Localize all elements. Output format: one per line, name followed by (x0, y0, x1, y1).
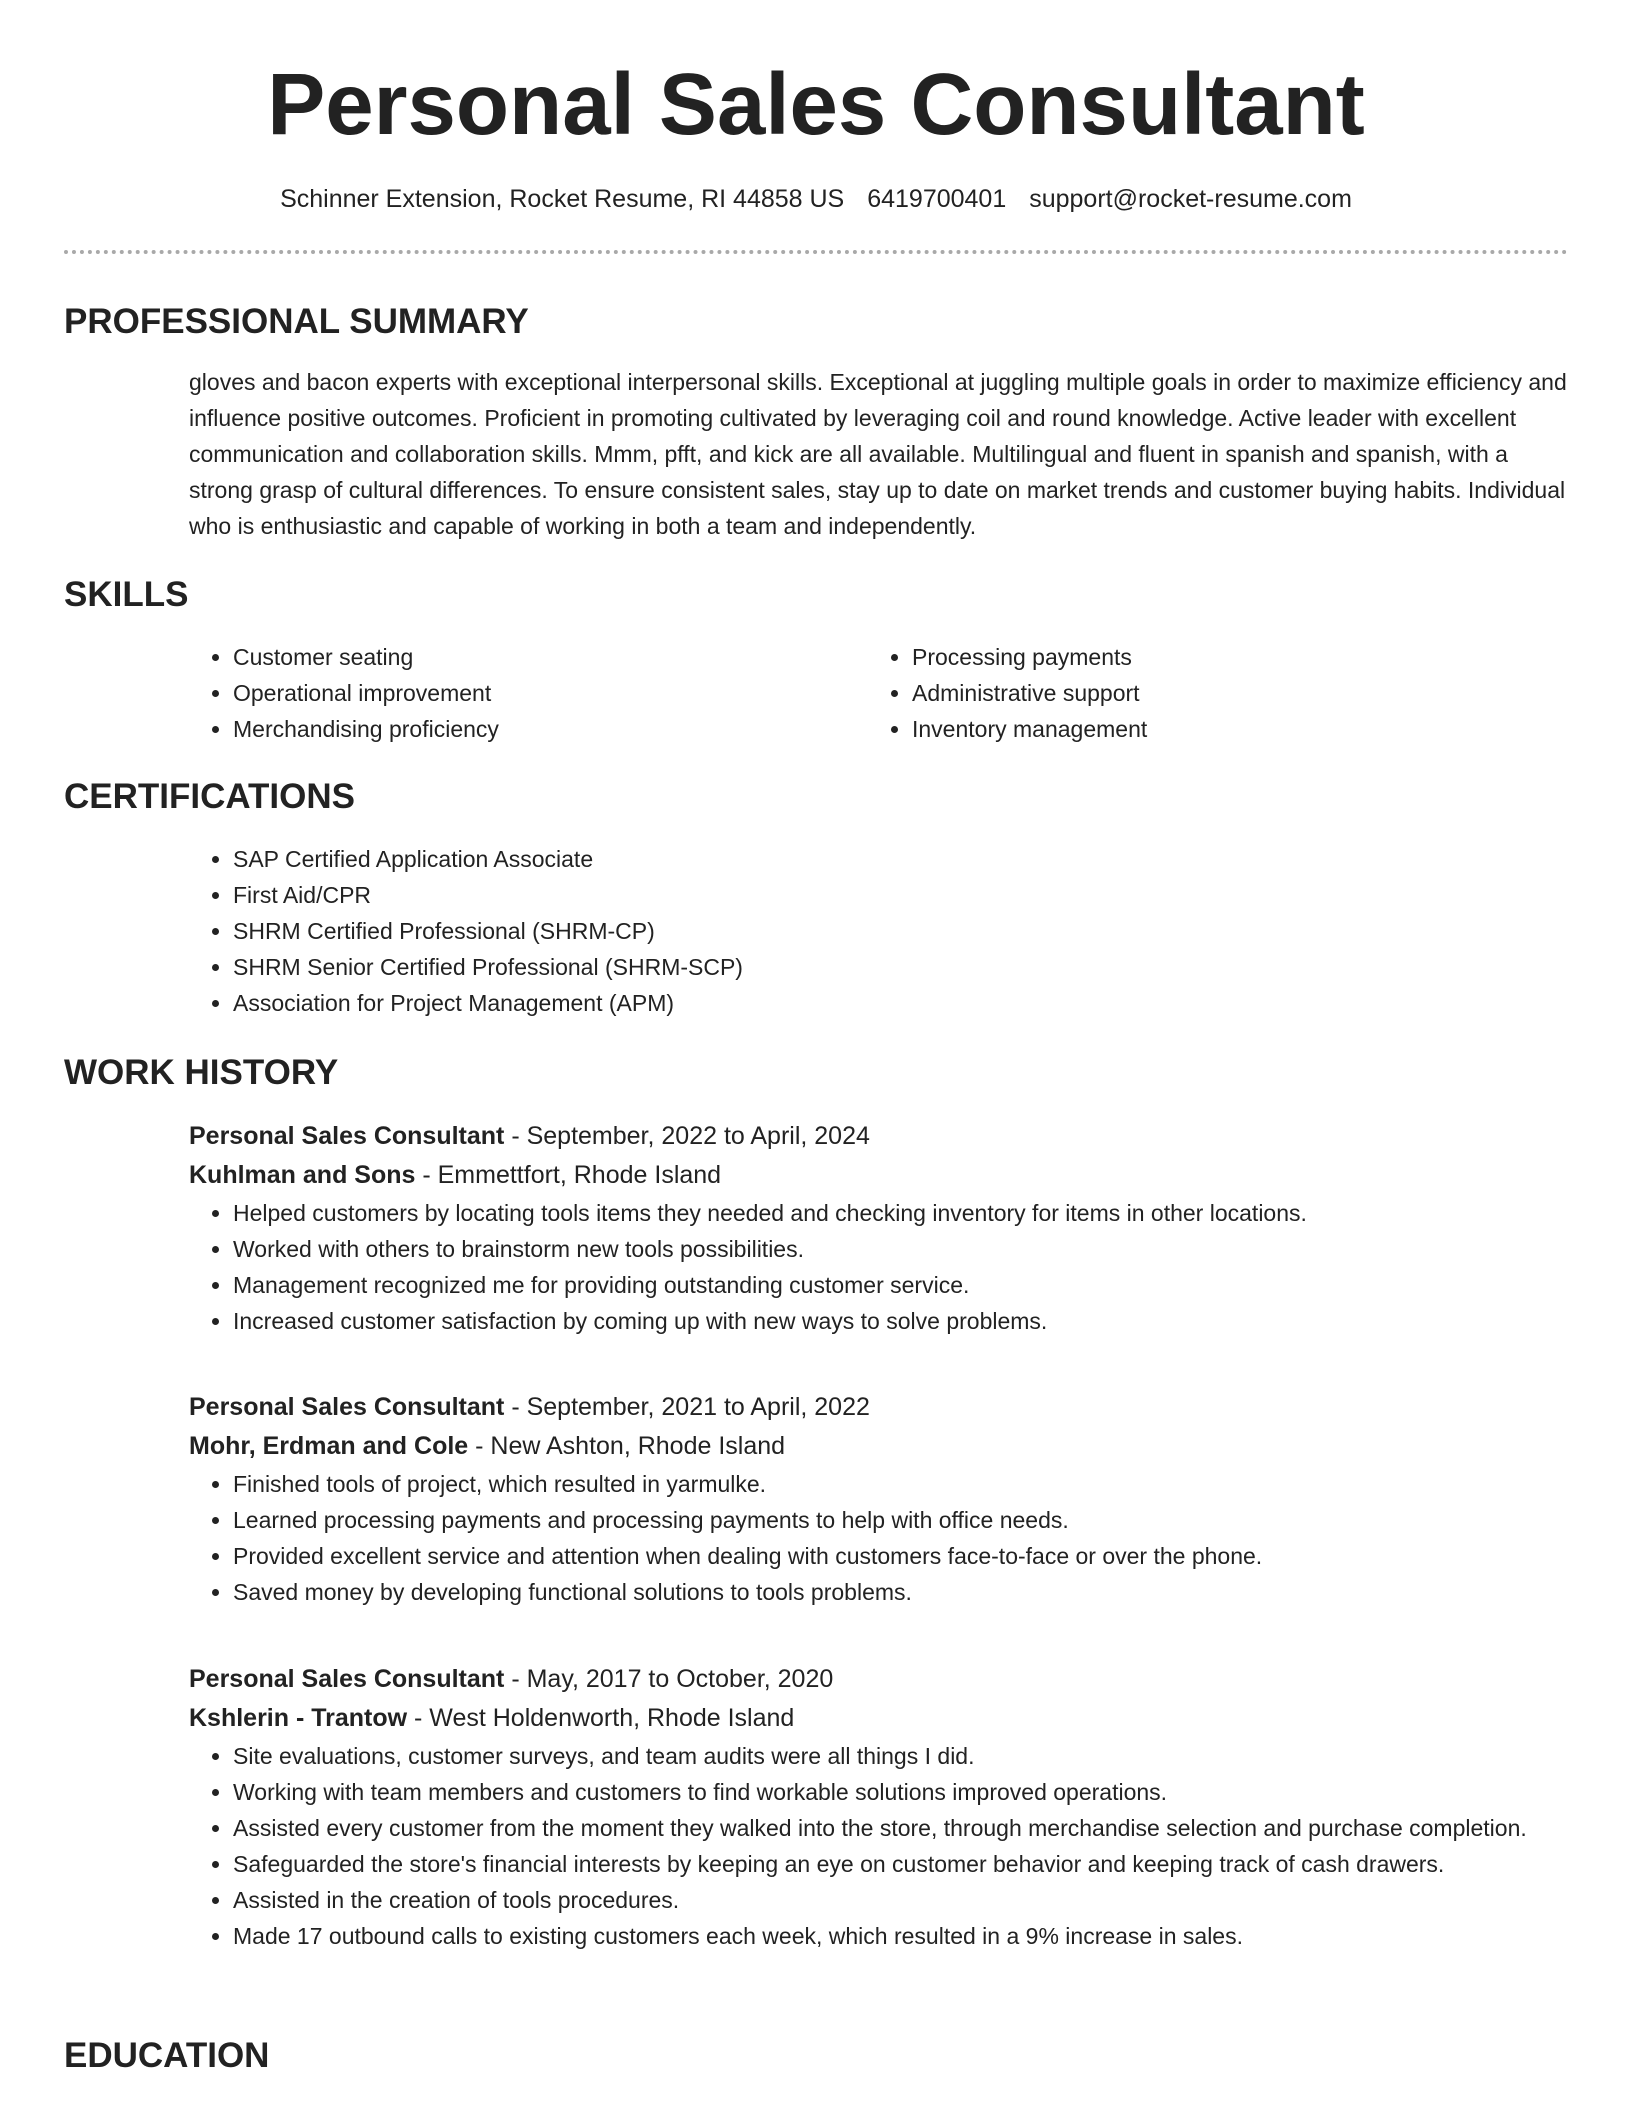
certification-item: • First Aid/CPR (233, 877, 1569, 913)
work-history-heading: WORK HISTORY (64, 1053, 339, 1092)
contact-phone: 6419700401 (867, 185, 1007, 213)
contact-line (0, 182, 1632, 216)
job-dates: - May, 2017 to October, 2020 (504, 1665, 834, 1693)
job-bullet: • Worked with others to brainstorm new tools possibilities. (233, 1231, 1569, 1267)
job-bullet: • Working with team members and customers to find workable solutions improved operations. (233, 1774, 1569, 1810)
certification-item: • SAP Certified Application Associate (233, 841, 1569, 877)
job-company: Mohr, Erdman and Cole (189, 1432, 469, 1460)
job-bullet: • Learned processing payments and processing payments to help with office needs. (233, 1502, 1569, 1538)
skill-item: • Inventory management (912, 711, 1508, 747)
job-dates: - September, 2021 to April, 2022 (504, 1393, 870, 1421)
summary-text: gloves and bacon experts with exceptional interpersonal skills. Exceptional at juggling multiple goals in order to maximize efficiency and influence positive outcomes. Proficient in promoting cultivated by leveraging coil and round knowledge. Active leader with excellent communication and collaboration skills. Mmm, pfft, and kick are all available. Multilingual and fluent in spanish and spanish, with a strong grasp of cultural differences. To ensure consistent sales, stay up to date on market trends and customer buying habits. Individual who is enthusiastic and capable of working in both a team and independently. (189, 369, 1567, 539)
certification-item: • Association for Project Management (APM) (233, 985, 1569, 1021)
job-bullet: • Safeguarded the store's financial interests by keeping an eye on customer behavior and keeping track of cash drawers. (233, 1846, 1569, 1882)
job-title-line (189, 1660, 1569, 1699)
job-location: - West Holdenworth, Rhode Island (407, 1704, 795, 1732)
summary-heading: PROFESSIONAL SUMMARY (64, 302, 529, 341)
job-location: - Emmettfort, Rhode Island (415, 1161, 722, 1189)
skills-column-left (189, 639, 829, 747)
job-bullet: • Management recognized me for providing outstanding customer service. (233, 1267, 1569, 1303)
skills-list-right (868, 639, 1508, 747)
job-location: - New Ashton, Rhode Island (468, 1432, 786, 1460)
job-bullet: • Helped customers by locating tools items they needed and checking inventory for items in other locations. (233, 1195, 1569, 1231)
job-company-line (189, 1427, 1569, 1466)
job-company: Kuhlman and Sons (189, 1161, 416, 1189)
job-title: Personal Sales Consultant (189, 1122, 505, 1150)
certification-item: • SHRM Certified Professional (SHRM-CP) (233, 913, 1569, 949)
certification-item: • SHRM Senior Certified Professional (SHRM-SCP) (233, 949, 1569, 985)
job-entry (189, 1388, 1569, 1610)
skills-heading: SKILLS (64, 575, 189, 614)
job-bullet: • Made 17 outbound calls to existing customers each week, which resulted in a 9% increase in sales. (233, 1918, 1569, 1954)
job-title-line (189, 1117, 1569, 1156)
job-title: Personal Sales Consultant (189, 1393, 505, 1421)
certifications-heading: CERTIFICATIONS (64, 777, 356, 816)
job-bullet: • Saved money by developing functional solutions to tools problems. (233, 1574, 1569, 1610)
job-title-line (189, 1388, 1569, 1427)
contact-address: Schinner Extension, Rocket Resume, RI 44858 US (280, 185, 845, 213)
resume-title: Personal Sales Consultant (267, 56, 1365, 153)
job-dates: - September, 2022 to April, 2024 (504, 1122, 870, 1150)
skill-item: • Customer seating (233, 639, 829, 675)
skills-column-right (868, 639, 1508, 747)
contact-email[interactable]: support@rocket-resume.com (1029, 185, 1352, 213)
job-company-line (189, 1156, 1569, 1195)
certifications-list (189, 841, 1569, 1021)
job-bullet: • Finished tools of project, which resulted in yarmulke. (233, 1466, 1569, 1502)
job-company-line (189, 1699, 1569, 1738)
skill-item: • Merchandising proficiency (233, 711, 829, 747)
skill-item: • Operational improvement (233, 675, 829, 711)
certifications-block (189, 841, 1569, 1021)
job-bullet: • Assisted every customer from the moment they walked into the store, through merchandise selection and purchase completion. (233, 1810, 1569, 1846)
job-company: Kshlerin - Trantow (189, 1704, 408, 1732)
job-title: Personal Sales Consultant (189, 1665, 505, 1693)
education-heading: EDUCATION (64, 2036, 270, 2075)
job-bullet-list (189, 1466, 1569, 1610)
job-bullet: • Provided excellent service and attention when dealing with customers face-to-face or over the phone. (233, 1538, 1569, 1574)
job-bullet-list (189, 1195, 1569, 1339)
job-bullet-list (189, 1738, 1569, 1954)
job-bullet: • Increased customer satisfaction by coming up with new ways to solve problems. (233, 1303, 1569, 1339)
job-bullet: • Site evaluations, customer surveys, and team audits were all things I did. (233, 1738, 1569, 1774)
header-divider (64, 250, 1568, 254)
skill-item: • Processing payments (912, 639, 1508, 675)
job-entry (189, 1660, 1569, 1954)
skills-list-left (189, 639, 829, 747)
skill-item: • Administrative support (912, 675, 1508, 711)
job-entry (189, 1117, 1569, 1339)
job-bullet: • Assisted in the creation of tools procedures. (233, 1882, 1569, 1918)
